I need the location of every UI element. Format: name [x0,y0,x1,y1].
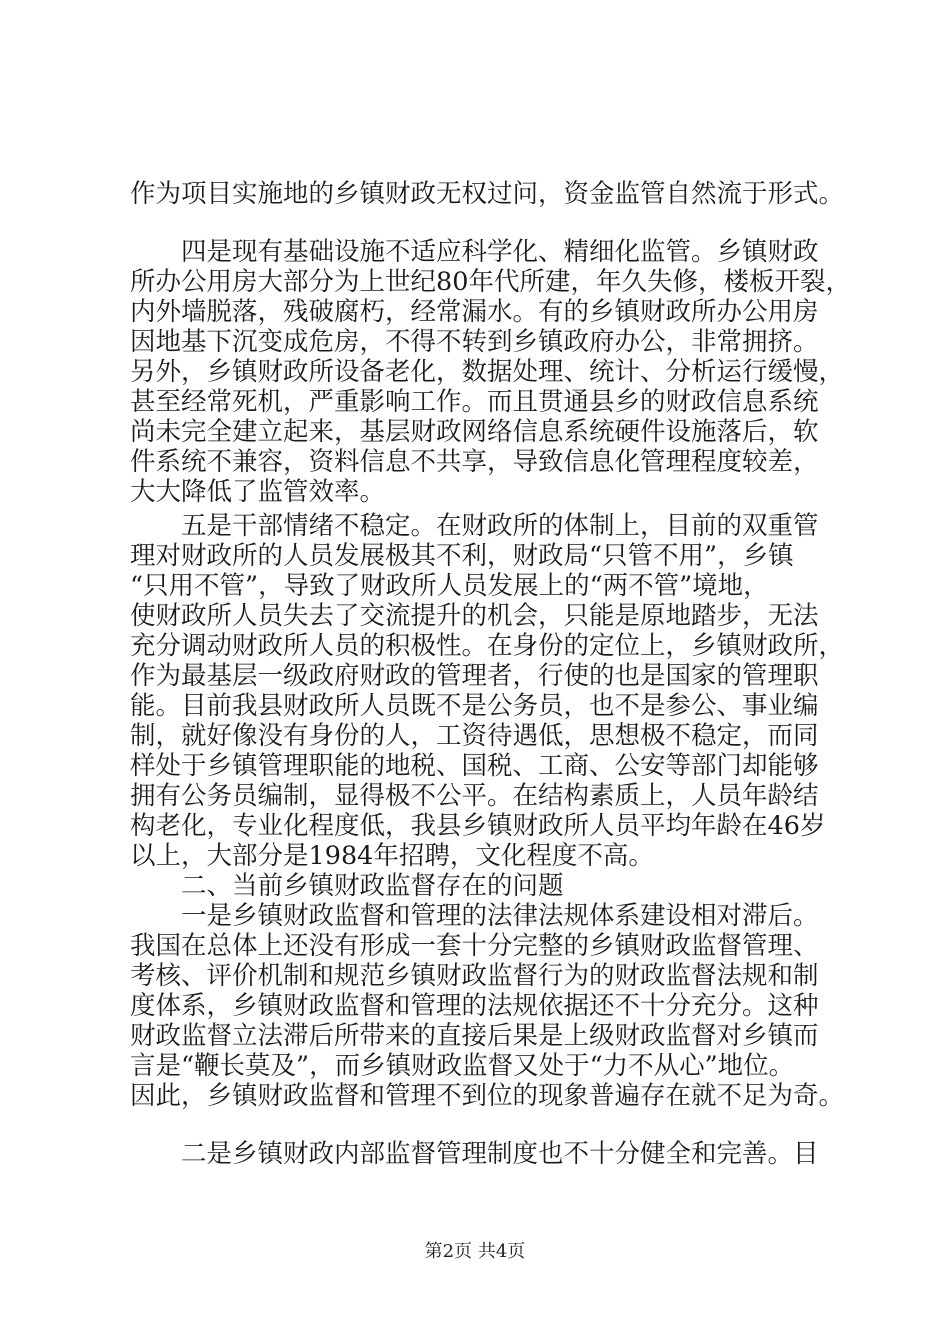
text-line: 制，就好像没有身份的人，工资待遇低，思想极不稳定，而同 [130,721,819,751]
text-line: “只用不管”，导致了财政所人员发展上的“两不管”境地， [130,571,769,601]
text-line: 件系统不兼容，资料信息不共享，导致信息化管理程度较差， [130,447,819,477]
text-line: 因地基下沉变成危房，不得不转到乡镇政府办公，非常拥挤。 [130,327,819,357]
text-line: 理对财政所的人员发展极其不利，财政局“只管不用”，乡镇 [130,541,794,571]
text-line: 大大降低了监管效率。 [130,477,386,507]
text-line: 四是现有基础设施不适应科学化、精细化监管。乡镇财政 [130,237,819,267]
text-line: 拥有公务员编制，显得极不公平。在结构素质上，人员年龄结 [130,781,819,811]
text-line: 样处于乡镇管理职能的地税、国税、工商、公安等部门却能够 [130,751,819,781]
text-line: 使财政所人员失去了交流提升的机会，只能是原地踏步，无法 [130,601,819,631]
text-line: 内外墙脱落，残破腐朽，经常漏水。有的乡镇财政所办公用房 [130,297,819,327]
text-line: 作为最基层一级政府财政的管理者，行使的也是国家的管理职 [130,661,819,691]
text-line: 言是“鞭长莫及”，而乡镇财政监督又处于“力不从心”地位。 [130,1051,795,1081]
text-line: 一是乡镇财政监督和管理的法律法规体系建设相对滞后。 [130,901,819,931]
text-line: 二、当前乡镇财政监督存在的问题 [130,871,564,901]
text-line: 我国在总体上还没有形成一套十分完整的乡镇财政监督管理、 [130,931,819,961]
text-line: 财政监督立法滞后所带来的直接后果是上级财政监督对乡镇而 [130,1021,819,1051]
text-line: 五是干部情绪不稳定。在财政所的体制上，目前的双重管 [130,511,819,541]
page-footer: 第2页 共4页 [424,1241,526,1262]
text-line: 作为项目实施地的乡镇财政无权过问，资金监管自然流于形式。 [130,179,845,209]
text-line: 另外，乡镇财政所设备老化，数据处理、统计、分析运行缓慢， [130,357,845,387]
text-line: 充分调动财政所人员的积极性。在身份的定位上，乡镇财政所， [130,631,845,661]
text-line: 考核、评价机制和规范乡镇财政监督行为的财政监督法规和制 [130,961,819,991]
text-line: 构老化，专业化程度低，我县乡镇财政所人员平均年龄在46岁 [130,811,826,841]
text-line: 因此，乡镇财政监督和管理不到位的现象普遍存在就不足为奇。 [130,1081,845,1111]
text-line: 甚至经常死机，严重影响工作。而且贯通县乡的财政信息系统 [130,387,819,417]
text-line: 度体系，乡镇财政监督和管理的法规依据还不十分充分。这种 [130,991,819,1021]
text-line: 能。目前我县财政所人员既不是公务员，也不是参公、事业编 [130,691,819,721]
text-line: 所办公用房大部分为上世纪80年代所建，年久失修，楼板开裂， [130,267,851,297]
text-line: 二是乡镇财政内部监督管理制度也不十分健全和完善。目 [130,1139,819,1169]
text-line: 尚未完全建立起来，基层财政网络信息系统硬件设施落后，软 [130,417,819,447]
text-line: 以上，大部分是1984年招聘，文化程度不高。 [130,841,654,871]
